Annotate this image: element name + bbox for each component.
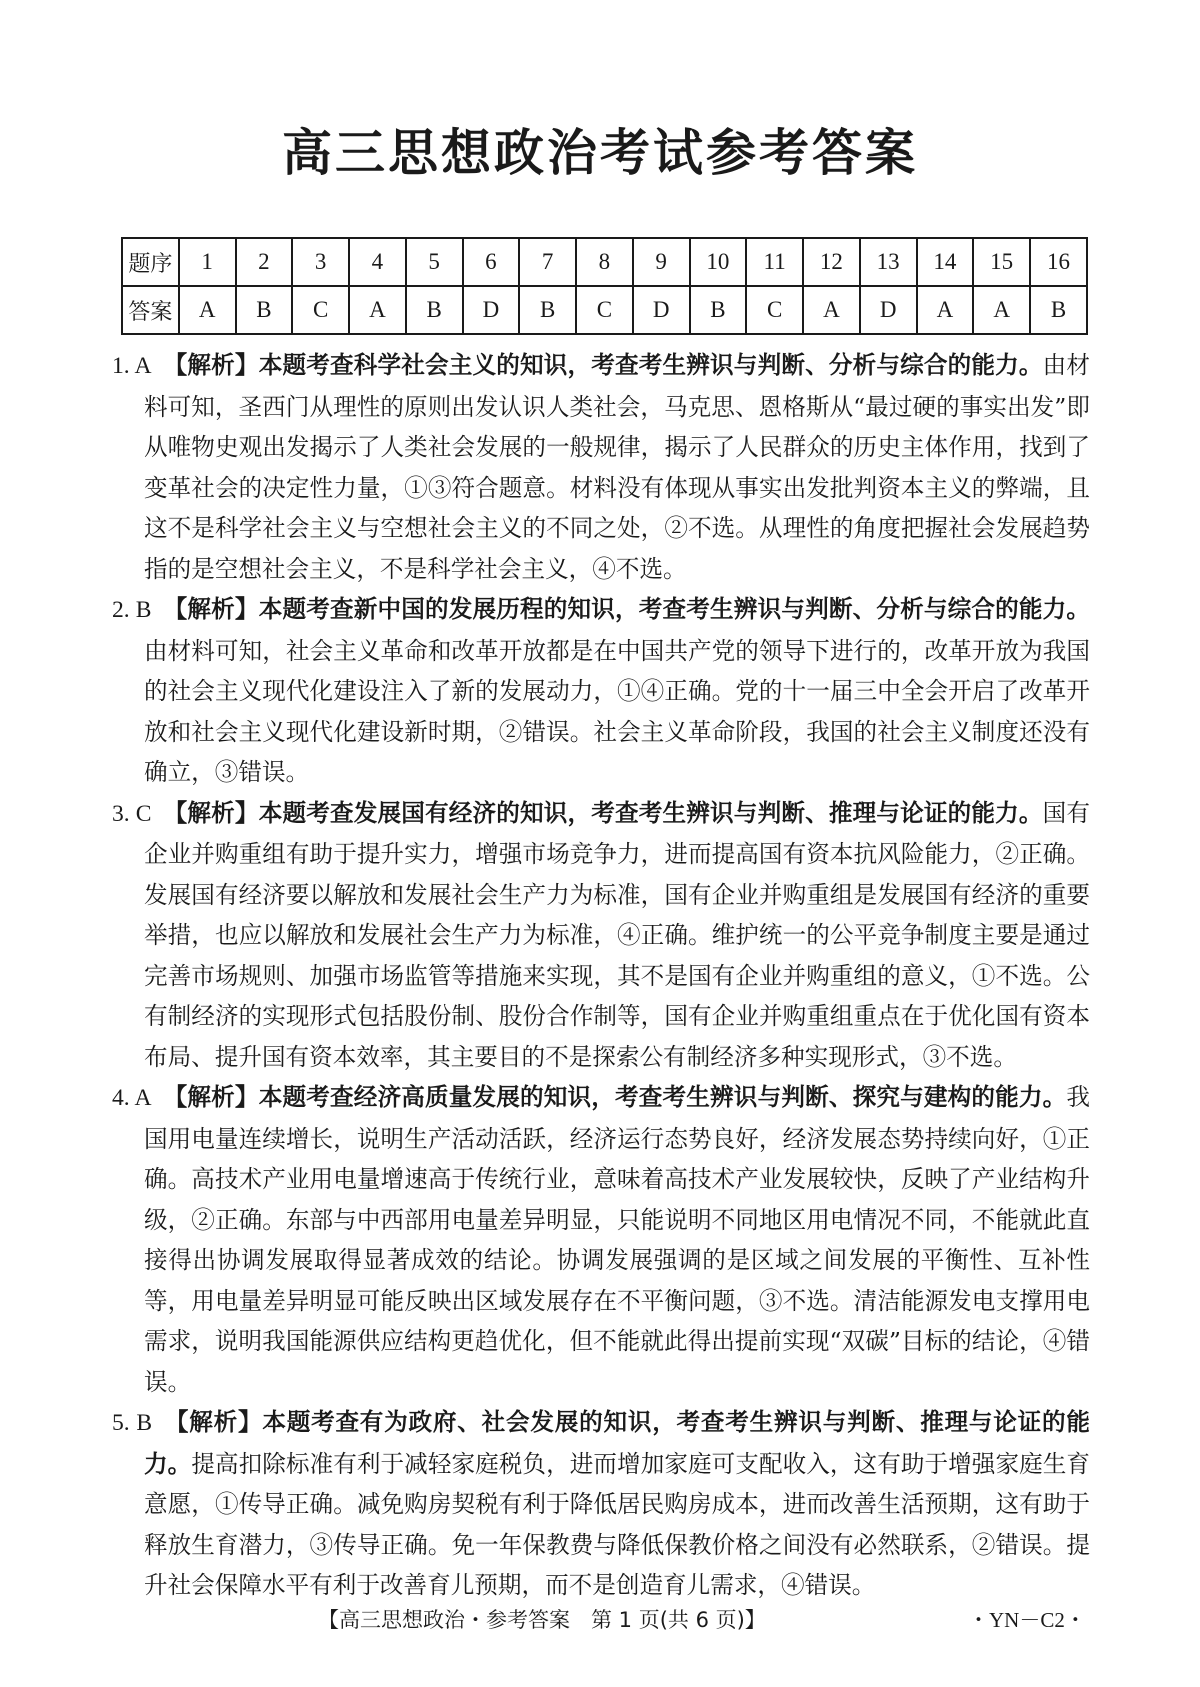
answer-cell: A xyxy=(179,286,236,334)
question-number: 2. B xyxy=(112,597,152,623)
analysis-lead: 本题考查经济高质量发展的知识，考查考生辨识与判断、探究与建构的能力。 xyxy=(258,1083,1067,1111)
analysis-body: 国有企业并购重组有助于提升实力，增强市场竞争力，进而提高国有资本抗风险能力，②正确。发展国有经济要以解放和发展社会生产力为标准，国有企业并购重组是发展国有经济的重要举措，也应以解放和发展社会生产力为标准，④正确。维护统一的公平竞争制度主要是通过完善市场规则、加强市场监管等措施来实现，其不是国有企业并购重组的意义，①不选。公有制经济的实现形式包括股份制、股份合作制等，国有企业并购重组重点在于优化国有资本布局、提升国有资本效率，其主要目的不是探索公有制经济多种实现形式，③不选。 xyxy=(144,798,1090,1071)
answer-cell: A xyxy=(349,286,406,334)
answer-cell: B xyxy=(236,286,293,334)
explanation-1 xyxy=(112,345,1090,589)
analysis-tag: 【解析】 xyxy=(164,1408,263,1436)
footer-code: ・YN－C2・ xyxy=(968,1608,1086,1632)
question-number: 4. A xyxy=(112,1085,152,1111)
answer-cell: A xyxy=(803,286,860,334)
answer-cell: C xyxy=(746,286,803,334)
question-number-cell: 2 xyxy=(236,238,293,286)
analysis-lead: 本题考查科学社会主义的知识，考查考生辨识与判断、分析与综合的能力。 xyxy=(258,351,1043,379)
answer-cell: B xyxy=(519,286,576,334)
question-number: 5. B xyxy=(112,1410,153,1436)
analysis-body: 由材料可知，社会主义革命和改革开放都是在中国共产党的领导下进行的，改革开放为我国的社会主义现代化建设注入了新的发展动力，①④正确。党的十一届三中全会开启了改革开放和社会主义现代化建设新时期，②错误。社会主义革命阶段，我国的社会主义制度还没有确立，③错误。 xyxy=(144,636,1090,786)
analysis-body: 我国用电量连续增长，说明生产活动活跃，经济运行态势良好，经济发展态势持续向好，①正确。高技术产业用电量增速高于传统行业，意味着高技术产业发展较快，反映了产业结构升级，②正确。东部与中西部用电量差异明显，只能说明不同地区用电情况不同，不能就此直接得出协调发展取得显著成效的结论。协调发展强调的是区域之间发展的平衡性、互补性等，用电量差异明显可能反映出区域发展存在不平衡问题，③不选。清洁能源发电支撑用电需求，说明我国能源供应结构更趋优化，但不能就此得出提前实现“双碳”目标的结论，④错误。 xyxy=(144,1083,1090,1396)
explanation-3 xyxy=(112,793,1090,1078)
question-number-cell: 12 xyxy=(803,238,860,286)
question-number-cell: 4 xyxy=(349,238,406,286)
explanation-5 xyxy=(112,1402,1090,1606)
question-number-cell: 13 xyxy=(860,238,917,286)
answer-cell: B xyxy=(406,286,463,334)
answer-cell: B xyxy=(1030,286,1087,334)
answer-header: 答案 xyxy=(122,286,179,334)
analysis-body: 提高扣除标准有利于减轻家庭税负，进而增加家庭可支配收入，这有助于增强家庭生育意愿，①传导正确。减免购房契税有利于降低居民购房成本，进而改善生活预期，这有助于释放生育潜力，③传导正确。免一年保教费与降低保教价格之间没有必然联系，②错误。提升社会保障水平有利于改善育儿预期，而不是创造育儿需求，④错误。 xyxy=(144,1449,1091,1599)
question-number-cell: 5 xyxy=(406,238,463,286)
analysis-body: 由材料可知，圣西门从理性的原则出发认识人类社会，马克思、恩格斯从“最过硬的事实出发”即从唯物史观出发揭示了人类社会发展的一般规律，揭示了人民群众的历史主体作用，找到了变革社会的决定性力量，①③符合题意。材料没有体现从事实出发批判资本主义的弊端，且这不是科学社会主义与空想社会主义的不同之处，②不选。从理性的角度把握社会发展趋势指的是空想社会主义，不是科学社会主义，④不选。 xyxy=(144,351,1090,583)
question-number-cell: 3 xyxy=(292,238,349,286)
answer-cell: A xyxy=(917,286,974,334)
explanation-2 xyxy=(112,589,1090,793)
answer-row xyxy=(122,286,1087,334)
analysis-lead: 本题考查新中国的发展历程的知识，考查考生辨识与判断、分析与综合的能力。 xyxy=(258,595,1090,623)
question-number-cell: 9 xyxy=(633,238,690,286)
question-number-cell: 15 xyxy=(973,238,1030,286)
question-number-cell: 11 xyxy=(746,238,803,286)
analysis-lead: 本题考查发展国有经济的知识，考查考生辨识与判断、推理与论证的能力。 xyxy=(258,798,1043,827)
question-number-cell: 14 xyxy=(917,238,974,286)
answer-cell: A xyxy=(973,286,1030,334)
question-number-cell: 1 xyxy=(179,238,236,286)
page-footer: 【高三思想政治・参考答案 第 1 页(共 6 页)】 xyxy=(318,1608,766,1632)
question-number: 1. A xyxy=(112,353,152,379)
analysis-tag: 【解析】 xyxy=(163,351,259,379)
answer-cell: D xyxy=(860,286,917,334)
question-number-cell: 10 xyxy=(690,238,747,286)
question-number-row xyxy=(122,238,1087,286)
answer-cell: C xyxy=(292,286,349,334)
question-number-cell: 16 xyxy=(1030,238,1087,286)
analysis-lead: 本题考查有为政府、社会发展的知识，考查考生辨识与判断、推理与论证的能力。 xyxy=(144,1408,1090,1478)
analysis-tag: 【解析】 xyxy=(163,798,259,827)
answer-cell: B xyxy=(690,286,747,334)
explanation-4 xyxy=(112,1077,1090,1402)
explanations xyxy=(112,345,1090,1606)
question-number-cell: 7 xyxy=(519,238,576,286)
answer-cell: D xyxy=(633,286,690,334)
answer-cell: C xyxy=(576,286,633,334)
question-number-cell: 8 xyxy=(576,238,633,286)
page-title: 高三思想政治考试参考答案 xyxy=(282,124,918,182)
question-number-header: 题序 xyxy=(122,238,179,286)
answer-cell: D xyxy=(463,286,520,334)
question-number-cell: 6 xyxy=(463,238,520,286)
question-number: 3. C xyxy=(112,800,152,827)
answer-table xyxy=(121,237,1088,335)
analysis-tag: 【解析】 xyxy=(163,1083,259,1111)
analysis-tag: 【解析】 xyxy=(163,595,259,623)
